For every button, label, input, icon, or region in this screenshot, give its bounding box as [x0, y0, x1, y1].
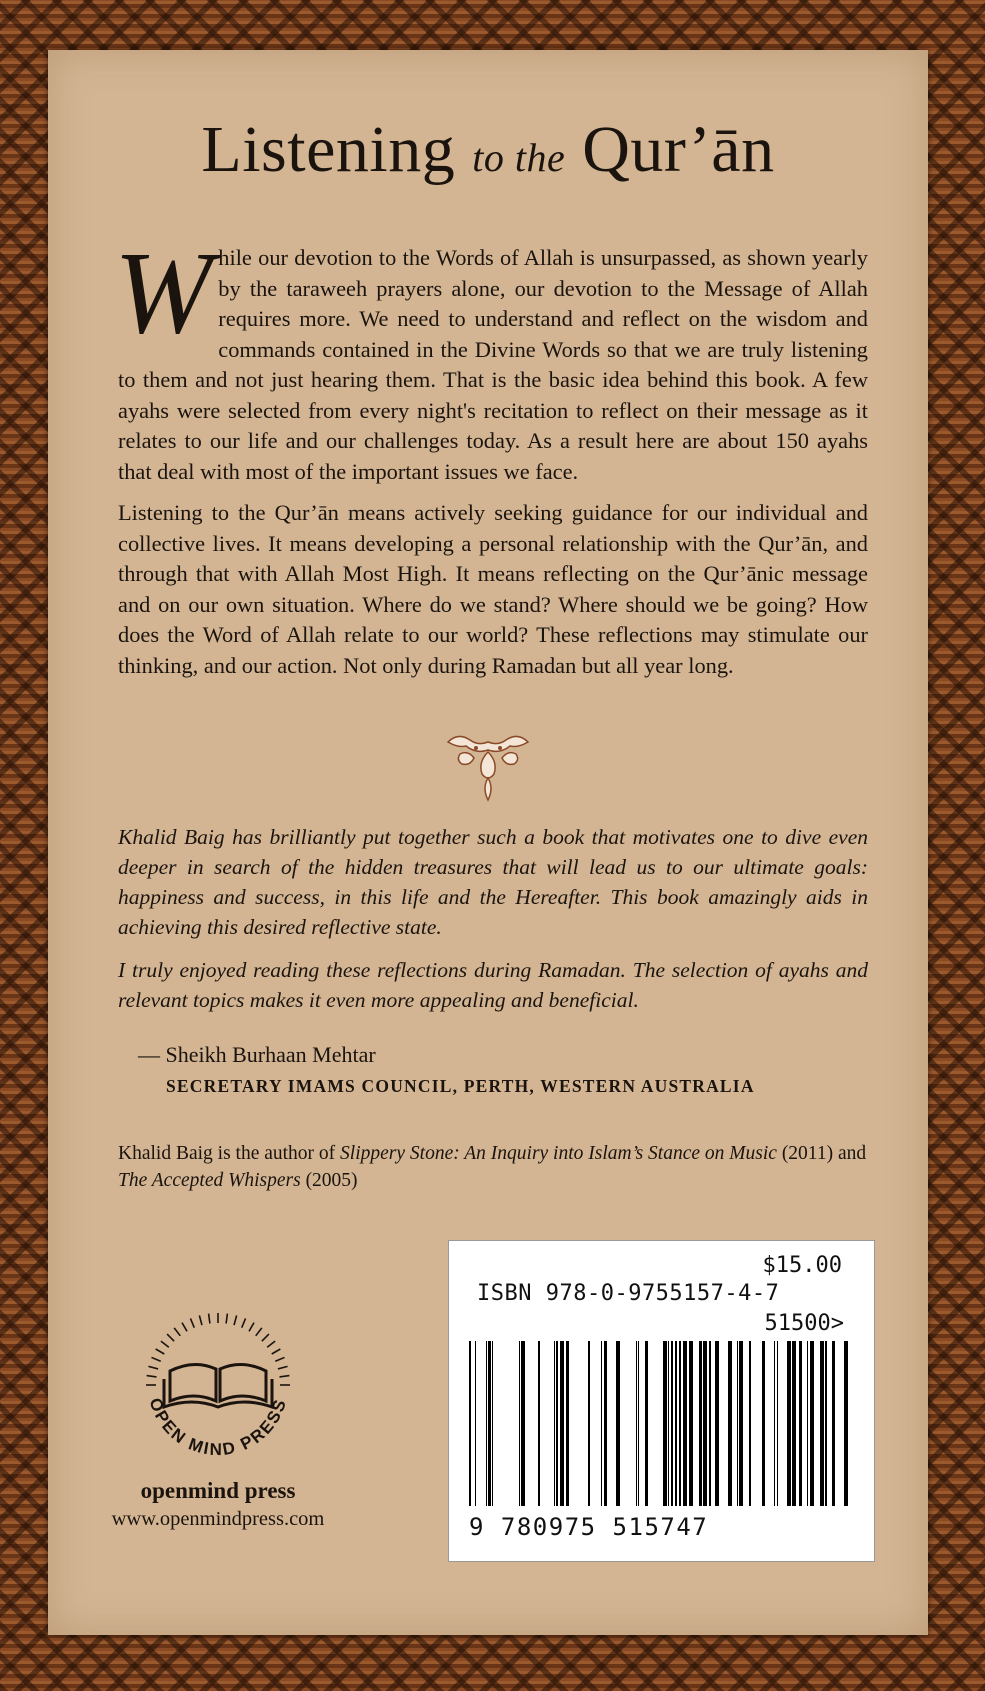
open-mind-press-logo [118, 1275, 318, 1465]
book-title [48, 110, 928, 198]
book-year-2: (2005) [300, 1170, 358, 1191]
publisher-website: www.openmindpress.com [111, 1508, 325, 1530]
back-cover-panel [48, 50, 928, 1635]
logo-text: OPEN MIND PRESS [145, 1395, 291, 1460]
barcode-bars [461, 1341, 861, 1511]
author-note-prefix: Khalid Baig is the author of [118, 1143, 341, 1164]
description-paragraph-2: Listening to the Qur’ān means actively seeking guidance for our individual and collective lives. It means developing a personal relationship with the Qur’ān, and through that with Allah Most High. It means reflecting on the Qur’ānic message and on our own situation. Where do we stand? Where should we be going? How does the Word of Allah relate to our world? These reflections may stimulate our thinking, and our action. Not only during Ramadan but all year long. [118, 500, 868, 678]
author-bibliography [118, 1140, 878, 1194]
isbn-barcode [448, 1240, 875, 1562]
publisher-name: openmind press [140, 1478, 296, 1503]
drop-cap: W [114, 227, 213, 358]
testimonial-quote-1: Khalid Baig has brilliantly put together such a book that motivates one to dive even deeper in search of the hidden treasures that will lead us to our ultimate goals: happiness and success, in this life and the Hereafter. This book amazingly aids in achieving this desired reflective state. [118, 825, 868, 939]
price: $15.00 [762, 1253, 842, 1278]
testimonial-author: — Sheikh Burhaan Mehtar [138, 1042, 376, 1067]
description-paragraph-1 [114, 227, 868, 487]
book-title-slippery-stone: Slippery Stone: An Inquiry into Islam’s Stance on Music [340, 1143, 777, 1164]
title-word-listening: Listening [201, 113, 456, 186]
open-book-icon [170, 1364, 216, 1401]
book-year-1: (2011) and [776, 1143, 867, 1164]
barcode-digits: 9 780975 515747 [469, 1513, 709, 1541]
testimonial-author-role: SECRETARY IMAMS COUNCIL, PERTH, WESTERN AUSTRALIA [166, 1076, 755, 1096]
isbn-number: ISBN 978-0-9755157-4-7 [477, 1281, 780, 1306]
price-code: 51500> [764, 1311, 844, 1336]
floral-ornament-icon [444, 732, 532, 804]
title-connector: to the [472, 135, 566, 180]
title-word-quran: Qur’ān [582, 113, 775, 186]
testimonial-quote-2: I truly enjoyed reading these reflections during Ramadan. The selection of ayahs and relevant topics makes it even more appealing and beneficial. [118, 958, 868, 1012]
book-title-accepted-whispers: The Accepted Whispers [118, 1170, 301, 1191]
paragraph-1-text: hile our devotion to the Words of Allah is unsurpassed, as shown yearly by the taraweeh prayers alone, our devotion to the Message of Allah requires more. We need to understand and reflect on the wisdom and commands contained in the Divine Words so that we are truly listening to them and not just hearing them. That is the basic idea behind this book. A few ayahs were selected from every night's recitation to reflect on their message as it relates to our life and our challenges today. As a result here are about 150 ayahs that deal with most of the important issues we face. [118, 245, 868, 484]
